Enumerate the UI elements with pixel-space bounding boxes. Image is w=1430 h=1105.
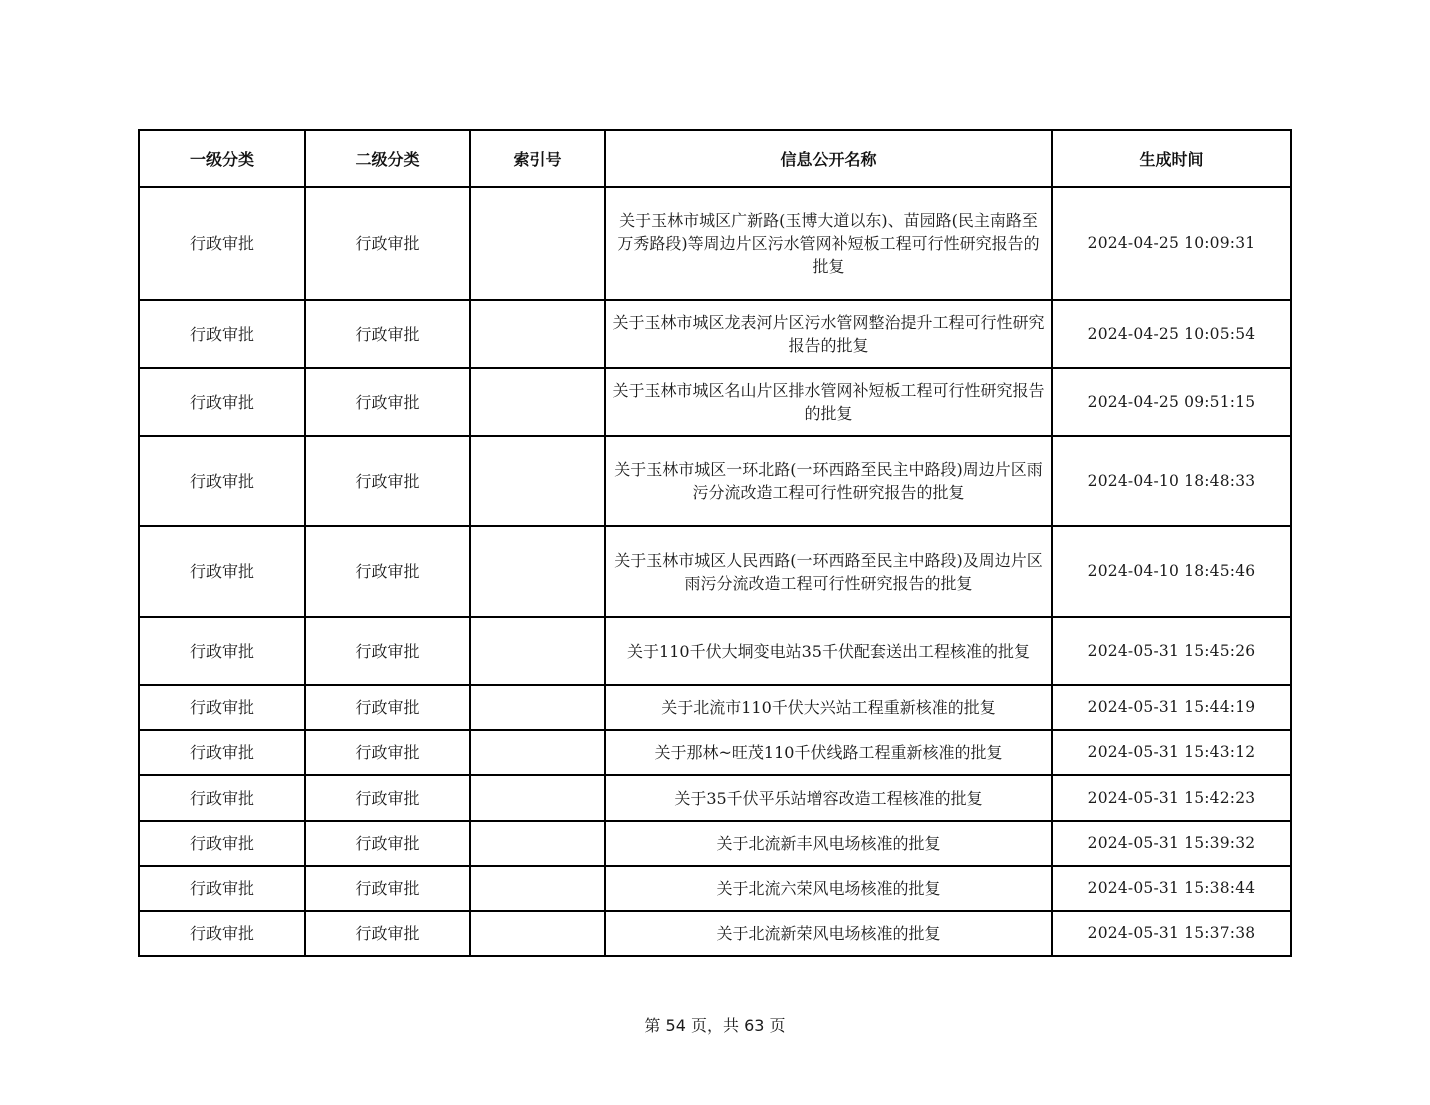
table-row — [139, 300, 1291, 368]
current-page-number: 54 — [665, 1016, 686, 1035]
cell-index — [470, 436, 605, 526]
disclosure-table — [138, 129, 1292, 957]
total-pages-number: 63 — [744, 1016, 765, 1035]
header-cat1: 一级分类 — [139, 130, 305, 187]
cell-cat1: 行政审批 — [139, 187, 305, 300]
header-index: 索引号 — [470, 130, 605, 187]
cell-time: 2024-05-31 15:39:32 — [1052, 821, 1291, 866]
cell-index — [470, 866, 605, 911]
cell-time: 2024-05-31 15:45:26 — [1052, 617, 1291, 685]
cell-index — [470, 821, 605, 866]
cell-time: 2024-04-10 18:45:46 — [1052, 526, 1291, 617]
cell-title: 关于玉林市城区龙表河片区污水管网整治提升工程可行性研究报告的批复 — [605, 300, 1052, 368]
table-row — [139, 187, 1291, 300]
header-cat2: 二级分类 — [305, 130, 470, 187]
cell-index — [470, 911, 605, 956]
cell-cat1: 行政审批 — [139, 368, 305, 436]
cell-title: 关于玉林市城区一环北路(一环西路至民主中路段)周边片区雨污分流改造工程可行性研究报告的批复 — [605, 436, 1052, 526]
cell-index — [470, 730, 605, 775]
table-row — [139, 866, 1291, 911]
cell-cat1: 行政审批 — [139, 775, 305, 821]
cell-time: 2024-04-25 09:51:15 — [1052, 368, 1291, 436]
table-row — [139, 821, 1291, 866]
cell-time: 2024-05-31 15:37:38 — [1052, 911, 1291, 956]
table-row — [139, 526, 1291, 617]
footer-middle: 页，共 — [690, 1016, 739, 1035]
cell-index — [470, 187, 605, 300]
cell-index — [470, 368, 605, 436]
cell-index — [470, 300, 605, 368]
table-row — [139, 436, 1291, 526]
table-row — [139, 911, 1291, 956]
footer-prefix: 第 — [644, 1016, 661, 1035]
cell-title: 关于35千伏平乐站增容改造工程核准的批复 — [605, 775, 1052, 821]
cell-time: 2024-05-31 15:38:44 — [1052, 866, 1291, 911]
cell-time: 2024-05-31 15:43:12 — [1052, 730, 1291, 775]
cell-cat2: 行政审批 — [305, 526, 470, 617]
table-header-row — [139, 130, 1291, 187]
cell-cat2: 行政审批 — [305, 436, 470, 526]
footer-suffix: 页 — [769, 1016, 786, 1035]
cell-cat1: 行政审批 — [139, 526, 305, 617]
cell-cat1: 行政审批 — [139, 821, 305, 866]
cell-cat1: 行政审批 — [139, 866, 305, 911]
table-row — [139, 368, 1291, 436]
cell-time: 2024-05-31 15:44:19 — [1052, 685, 1291, 730]
cell-cat1: 行政审批 — [139, 730, 305, 775]
cell-index — [470, 526, 605, 617]
table-row — [139, 775, 1291, 821]
cell-cat2: 行政审批 — [305, 368, 470, 436]
cell-index — [470, 685, 605, 730]
cell-title: 关于那林~旺茂110千伏线路工程重新核准的批复 — [605, 730, 1052, 775]
page-footer — [0, 1015, 1430, 1037]
cell-cat1: 行政审批 — [139, 436, 305, 526]
cell-cat1: 行政审批 — [139, 911, 305, 956]
cell-time: 2024-04-25 10:09:31 — [1052, 187, 1291, 300]
cell-cat2: 行政审批 — [305, 685, 470, 730]
cell-index — [470, 775, 605, 821]
cell-cat1: 行政审批 — [139, 685, 305, 730]
cell-cat2: 行政审批 — [305, 866, 470, 911]
header-time: 生成时间 — [1052, 130, 1291, 187]
cell-cat2: 行政审批 — [305, 775, 470, 821]
cell-time: 2024-05-31 15:42:23 — [1052, 775, 1291, 821]
cell-title: 关于玉林市城区人民西路(一环西路至民主中路段)及周边片区雨污分流改造工程可行性研究报告的批复 — [605, 526, 1052, 617]
cell-cat1: 行政审批 — [139, 300, 305, 368]
cell-title: 关于玉林市城区名山片区排水管网补短板工程可行性研究报告的批复 — [605, 368, 1052, 436]
header-title: 信息公开名称 — [605, 130, 1052, 187]
cell-cat2: 行政审批 — [305, 730, 470, 775]
table-row — [139, 730, 1291, 775]
cell-title: 关于北流市110千伏大兴站工程重新核准的批复 — [605, 685, 1052, 730]
cell-cat2: 行政审批 — [305, 821, 470, 866]
cell-title: 关于北流新丰风电场核准的批复 — [605, 821, 1052, 866]
cell-title: 关于北流六荣风电场核准的批复 — [605, 866, 1052, 911]
table-row — [139, 685, 1291, 730]
cell-time: 2024-04-25 10:05:54 — [1052, 300, 1291, 368]
cell-title: 关于玉林市城区广新路(玉博大道以东)、苗园路(民主南路至万秀路段)等周边片区污水管网补短板工程可行性研究报告的批复 — [605, 187, 1052, 300]
cell-index — [470, 617, 605, 685]
cell-title: 关于北流新荣风电场核准的批复 — [605, 911, 1052, 956]
cell-cat2: 行政审批 — [305, 617, 470, 685]
cell-time: 2024-04-10 18:48:33 — [1052, 436, 1291, 526]
cell-cat2: 行政审批 — [305, 911, 470, 956]
cell-cat1: 行政审批 — [139, 617, 305, 685]
cell-cat2: 行政审批 — [305, 187, 470, 300]
table-row — [139, 617, 1291, 685]
cell-title: 关于110千伏大垌变电站35千伏配套送出工程核准的批复 — [605, 617, 1052, 685]
cell-cat2: 行政审批 — [305, 300, 470, 368]
